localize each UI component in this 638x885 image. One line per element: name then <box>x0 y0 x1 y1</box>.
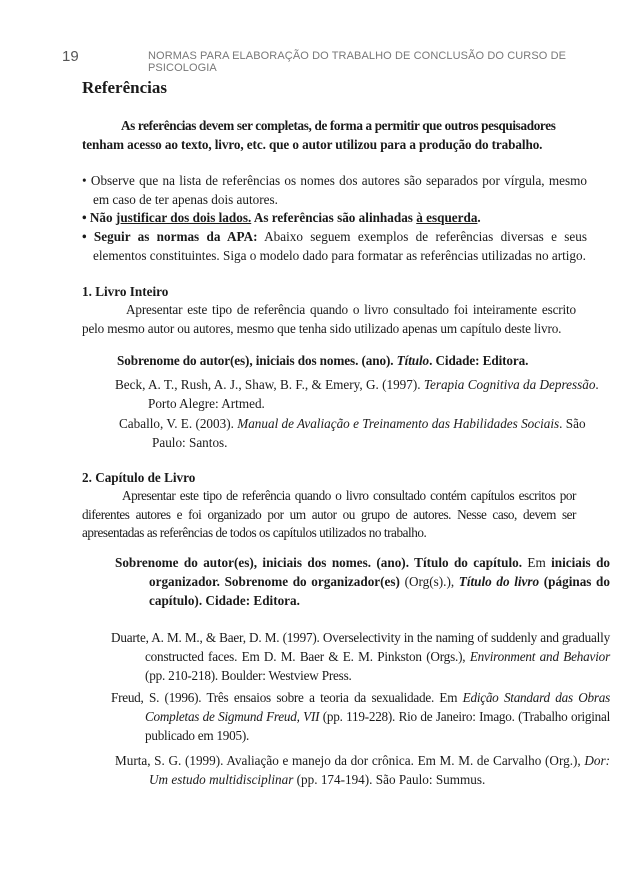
model-text: Sobrenome do autor(es), iniciais dos nomes. (ano). <box>117 353 397 368</box>
reference-entry <box>119 414 612 452</box>
model-text: Em <box>522 555 552 570</box>
section-heading: Referências <box>82 78 167 97</box>
book-description: Apresentar este tipo de referência quando o livro consultado foi inteiramente escrito pelo mesmo autor ou autores, mesmo que tenha sido utilizado apenas um capítulo deste livro. <box>82 302 576 336</box>
bullet-text: Abaixo seguem exemplos de referências diversas e seus elementos constituintes. Siga o modelo dado para formatar as referências utilizadas no artigo. <box>93 229 587 263</box>
reference-entry <box>111 628 610 685</box>
subsection-title-book: 1. Livro Inteiro <box>82 284 169 299</box>
bullet-bold: . <box>477 210 481 225</box>
ref-text: Duarte, A. M. M., & Baer, D. M. (1997). Overselectivity in the naming of suddenly and gradually constructed faces. Em D. M. Baer & E. M. Pinkston (Orgs.), <box>111 630 610 664</box>
ref-italic: Edição Standard das Obras Completas de Sigmund Freud, VII <box>145 690 610 724</box>
bullet-underline: à esquerda <box>416 210 478 225</box>
chapter-model <box>115 553 610 610</box>
page-number: 19 <box>62 48 79 65</box>
model-text: (páginas do capítulo). Cidade: Editora. <box>149 574 610 608</box>
ref-text: Freud, S. (1996). Três ensaios sobre a teoria da sexualidade. Em <box>111 690 463 705</box>
intro-paragraph <box>82 117 576 154</box>
intro-line-1: As referências devem ser completas, de forma a permitir que outros pesquisadores <box>121 118 556 133</box>
ref-text: Beck, A. T., Rush, A. J., Shaw, B. F., & Emery, G. (1997). <box>115 377 424 392</box>
bullet-bold: As referências são alinhadas <box>251 210 417 225</box>
ref-text: . São Paulo: Santos. <box>152 416 586 450</box>
bullet-item <box>82 228 587 265</box>
intro-line-2: tenham acesso ao texto, livro, etc. que o autor utilizou para a produção do trabalho. <box>82 136 543 152</box>
bullet-bold: • Não <box>82 210 116 225</box>
model-text: iniciais do organizador. Sobrenome do organizador(es) <box>149 555 610 589</box>
reference-entry <box>111 688 610 745</box>
ref-text: (pp. 119-228). Rio de Janeiro: Imago. (Trabalho original publicado em 1905). <box>145 709 610 743</box>
reference-entry <box>115 751 610 789</box>
ref-italic: Dor: Um estudo multidisciplinar <box>149 753 610 787</box>
ref-text: (pp. 174-194). São Paulo: Summus. <box>293 772 486 787</box>
subsection-title-chapter: 2. Capítulo de Livro <box>82 470 196 485</box>
bullet-bold: • Seguir as normas da APA: <box>82 229 258 244</box>
reference-entry <box>115 375 608 413</box>
model-text: Sobrenome do autor(es), iniciais dos nomes. (ano). Título do capítulo. <box>115 555 523 570</box>
model-italic: Título do livro <box>458 574 540 589</box>
ref-text: Murta, S. G. (1999). Avaliação e manejo da dor crônica. Em M. M. de Carvalho (Org.), <box>115 753 585 768</box>
running-header: NORMAS PARA ELABORAÇÃO DO TRABALHO DE CONCLUSÃO DO CURSO DE PSICOLOGIA <box>148 50 567 74</box>
model-text: . Cidade: Editora. <box>429 353 529 368</box>
chapter-description: Apresentar este tipo de referência quando o livro consultado contém capítulos escritos por diferentes autores e foi organizado por um autor ou grupo de autores. Nesse caso, devem ser apresentadas as referências de todos os capítulos utilizados no trabalho. <box>82 488 576 540</box>
model-text: (Org(s).), <box>399 574 459 589</box>
bullet-underline: justificar dos dois lados. <box>115 210 252 225</box>
model-italic: Título <box>396 353 430 368</box>
ref-text: Caballo, V. E. (2003). <box>119 416 238 431</box>
ref-text: . Porto Alegre: Artmed. <box>148 377 599 411</box>
ref-italic: Environment and Behavior <box>469 649 611 664</box>
ref-italic: Terapia Cognitiva da Depressão <box>423 377 596 392</box>
bullet-item <box>82 209 587 228</box>
ref-text: (pp. 210-218). Boulder: Westview Press. <box>145 668 352 683</box>
bullet-item: • Observe que na lista de referências os nomes dos autores são separados por vírgula, mesmo em caso de ter apenas dois autores. <box>82 173 587 207</box>
ref-italic: Manual de Avaliação e Treinamento das Habilidades Sociais <box>237 416 560 431</box>
book-model <box>117 353 528 369</box>
